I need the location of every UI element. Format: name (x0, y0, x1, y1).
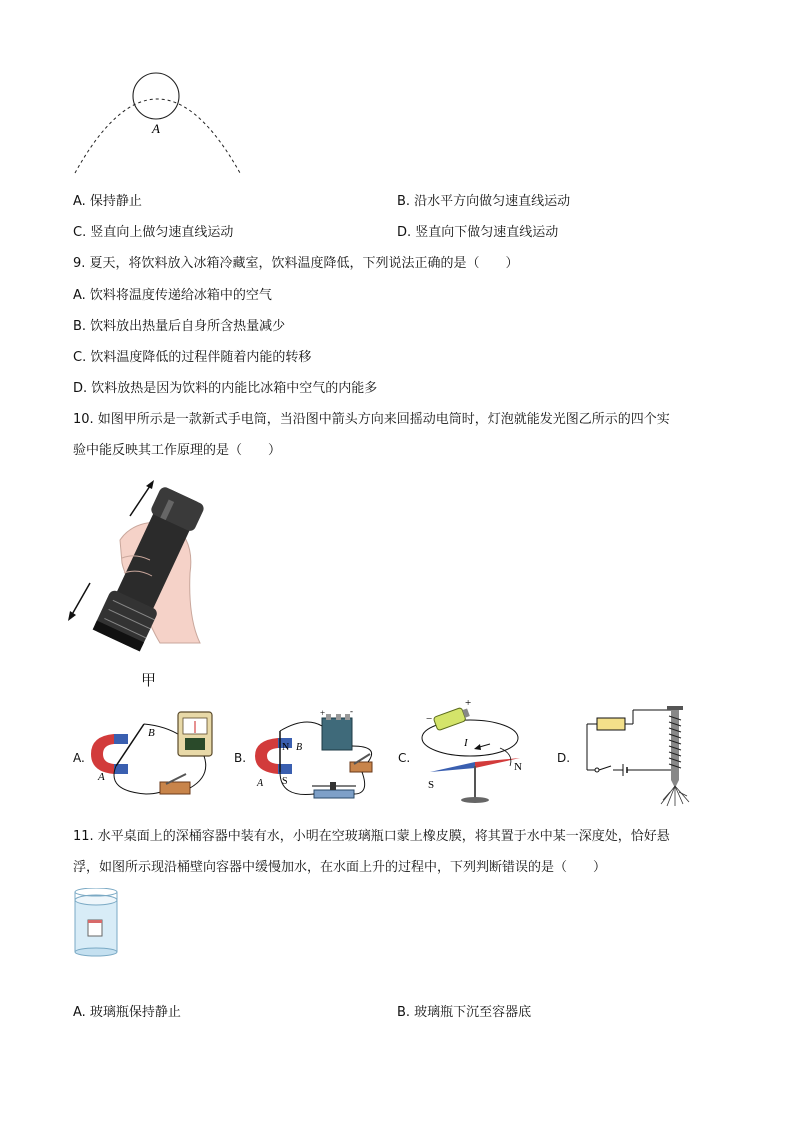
fig-a-label-a: A (98, 771, 105, 783)
fig-b-label-a: A (257, 778, 264, 789)
q10-choice-a[interactable]: A. (73, 751, 85, 765)
q9-option-a[interactable]: A. 饮料将温度传递给冰箱中的空气 (73, 288, 272, 303)
q8-option-b[interactable]: B. 沿水平方向做匀速直线运动 (397, 194, 571, 209)
q11-stem-line2: 浮，如图所示现沿桶壁向容器中缓慢加水，在水面上升的过程中，下列判断错误的是（ ） (73, 860, 607, 875)
choice-d-figure (575, 700, 695, 810)
q11-option-a[interactable]: A. 玻璃瓶保持静止 (73, 1005, 181, 1020)
fig-b-label-n: N (282, 742, 290, 753)
fig-c-label-minus: − (426, 713, 433, 725)
flashlight-caption: 甲 (141, 671, 157, 689)
fig-b-label-plus: + (320, 708, 326, 718)
q11-stem-line1: 11. 水平桌面上的深桶容器中装有水，小明在空玻璃瓶口蒙上橡皮膜，将其置于水中某一深度处，恰好悬 (73, 829, 670, 844)
q9-option-b[interactable]: B. 饮料放出热量后自身所含热量减少 (73, 319, 286, 334)
fig-c-label-i: I (464, 737, 468, 749)
q8-parabola-figure (70, 65, 250, 177)
q8-option-c[interactable]: C. 竖直向上做匀速直线运动 (73, 225, 234, 240)
flashlight-figure (60, 478, 230, 663)
container-figure (72, 888, 122, 958)
choice-a-figure (86, 706, 226, 806)
q11-option-b[interactable]: B. 玻璃瓶下沉至容器底 (397, 1005, 532, 1020)
q8-option-d[interactable]: D. 竖直向下做匀速直线运动 (397, 225, 559, 240)
choice-b-figure (250, 706, 390, 806)
q9-stem: 9. 夏天，将饮料放入冰箱冷藏室，饮料温度降低，下列说法正确的是（ ） (73, 256, 519, 271)
fig-b-label-minus: - (350, 706, 353, 716)
choice-c-figure (410, 700, 540, 810)
q10-choice-b[interactable]: B. (234, 751, 247, 765)
q10-stem-line2: 验中能反映其工作原理的是（ ） (73, 443, 282, 458)
fig-b-label-b: B (296, 742, 303, 753)
fig-c-label-n: N (514, 761, 522, 773)
q10-stem-line1: 10. 如图甲所示是一款新式手电筒，当沿图中箭头方向来回摇动电筒时，灯泡就能发光图乙所示的四个实 (73, 412, 670, 427)
fig-c-label-s: S (428, 779, 435, 791)
fig-b-label-s: S (282, 776, 288, 787)
fig-c-label-plus: + (465, 700, 472, 709)
q10-choice-d[interactable]: D. (557, 751, 571, 765)
q9-option-c[interactable]: C. 饮料温度降低的过程伴随着内能的转移 (73, 350, 312, 365)
q10-choice-c[interactable]: C. (398, 751, 411, 765)
q8-point-label: A (152, 121, 160, 136)
q8-option-a[interactable]: A. 保持静止 (73, 194, 142, 209)
q9-option-d[interactable]: D. 饮料放热是因为饮料的内能比冰箱中空气的内能多 (73, 381, 378, 396)
fig-a-label-b: B (148, 727, 155, 739)
